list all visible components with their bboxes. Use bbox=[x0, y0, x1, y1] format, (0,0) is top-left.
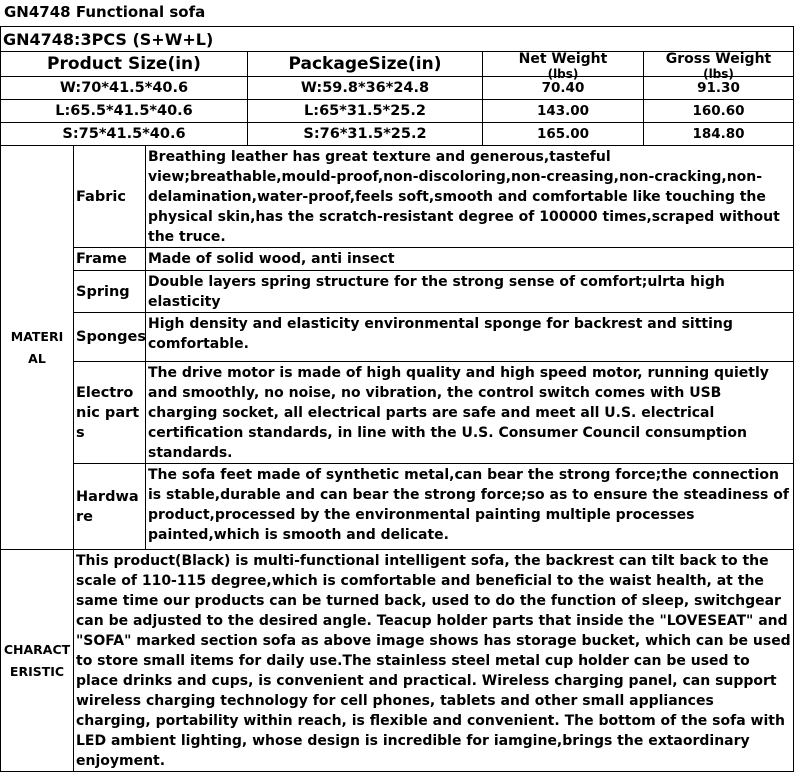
material-description: Breathing leather has great texture and generous,tasteful view;breathable,mould-proof,non-discoloring,non-creasing,non-cracking,non-delamination,water-proof,feels soft,smooth and comfortable like touching the physical skin,has the scratch-resistant degree of 100000 times,scraped without the truce. bbox=[146, 146, 794, 248]
characteristic-description: This product(Black) is multi-functional intelligent sofa, the backrest can tilt back to the scale of 110-115 degree,which is comfortable and beneficial to the waist health, at the same time our products can be turned back, used to do the function of sleep, switchgear can be adjusted to the desired angle. Teacup holder parts that inside the "LOVESEAT" and "SOFA" marked section sofa as above image shows has storage bucket, which can be used to store small items for daily use.The stainless steel metal cup holder can be used to place drinks and cups, is convenient and practical. Wireless charging panel, can support wireless charging technology for cell phones, tablets and other small appliances charging, portability within reach, is flexible and convenient. The bottom of the sofa with LED ambient lighting, whose design is incredible for iamgine,brings the extaordinary enjoyment. bbox=[74, 550, 794, 772]
spec-table bbox=[0, 26, 794, 772]
product-size-cell: S:75*41.5*40.6 bbox=[1, 123, 248, 146]
characteristic-heading: CHARACT ERISTIC bbox=[1, 550, 74, 772]
model-line: GN4748:3PCS (S+W+L) bbox=[1, 27, 794, 52]
material-label: Fabric bbox=[74, 146, 146, 248]
material-label: Electronic parts bbox=[74, 362, 146, 464]
material-row-frame bbox=[1, 248, 794, 271]
material-heading: MATERI AL bbox=[1, 146, 74, 550]
material-row-electronic bbox=[1, 362, 794, 464]
material-label: Sponges bbox=[74, 313, 146, 362]
table-row bbox=[1, 123, 794, 146]
material-row-hardware bbox=[1, 464, 794, 550]
gross-weight-unit: (lbs) bbox=[703, 67, 734, 81]
table-row bbox=[1, 77, 794, 100]
net-weight-cell: 70.40 bbox=[483, 77, 644, 100]
header-product-size: Product Size(in) bbox=[1, 52, 248, 77]
material-label: Hardware bbox=[74, 464, 146, 550]
product-size-cell: L:65.5*41.5*40.6 bbox=[1, 100, 248, 123]
gross-weight-cell: 184.80 bbox=[644, 123, 794, 146]
header-row bbox=[1, 52, 794, 77]
material-description: The drive motor is made of high quality and high speed motor, running quietly and smoothly, no noise, no vibration, the control switch comes with USB charging socket, all electrical parts are safe and meet all U.S. electrical certification standards, in line with the U.S. Consumer Council consumption standards. bbox=[146, 362, 794, 464]
package-size-cell: L:65*31.5*25.2 bbox=[248, 100, 483, 123]
header-net-weight: Net Weight (lbs) bbox=[483, 52, 644, 77]
material-row-sponges bbox=[1, 313, 794, 362]
package-size-cell: W:59.8*36*24.8 bbox=[248, 77, 483, 100]
material-description: Made of solid wood, anti insect bbox=[146, 248, 794, 271]
material-row-spring bbox=[1, 271, 794, 313]
model-row bbox=[1, 27, 794, 52]
product-size-cell: W:70*41.5*40.6 bbox=[1, 77, 248, 100]
header-gross-weight: Gross Weight (lbs) bbox=[644, 52, 794, 77]
gross-weight-cell: 160.60 bbox=[644, 100, 794, 123]
material-row-fabric bbox=[1, 146, 794, 248]
material-label: Spring bbox=[74, 271, 146, 313]
material-description: High density and elasticity environmental sponge for backrest and sitting comfortable. bbox=[146, 313, 794, 362]
characteristic-row bbox=[1, 550, 794, 772]
table-row bbox=[1, 100, 794, 123]
gross-weight-cell: 91.30 bbox=[644, 77, 794, 100]
page-title: GN4748 Functional sofa bbox=[4, 3, 206, 21]
net-weight-cell: 143.00 bbox=[483, 100, 644, 123]
material-description: The sofa feet made of synthetic metal,can bear the strong force;the connection is stable,durable and can bear the strong force;so as to ensure the steadiness of product,processed by the environmental painting multiple processes painted,which is smooth and delicate. bbox=[146, 464, 794, 550]
package-size-cell: S:76*31.5*25.2 bbox=[248, 123, 483, 146]
net-weight-unit: (lbs) bbox=[547, 67, 579, 81]
net-weight-cell: 165.00 bbox=[483, 123, 644, 146]
material-description: Double layers spring structure for the strong sense of comfort;ulrta high elasticity bbox=[146, 271, 794, 313]
header-package-size: PackageSize(in) bbox=[248, 52, 483, 77]
material-label: Frame bbox=[74, 248, 146, 271]
